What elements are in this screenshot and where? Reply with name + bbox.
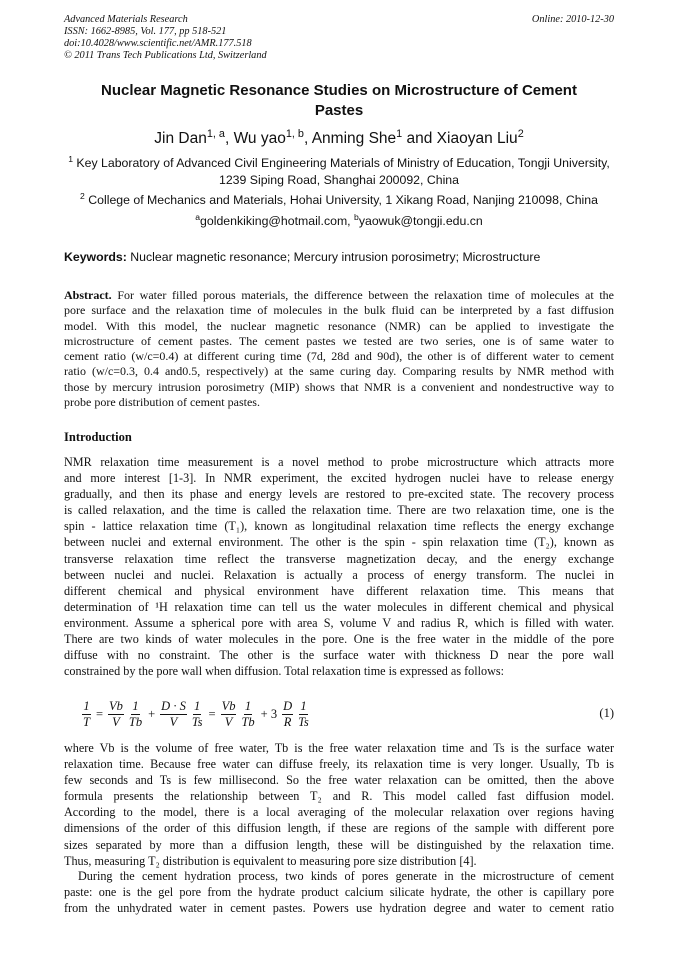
keywords-text: Nuclear magnetic resonance; Mercury intrusion porosimetry; Microstructure xyxy=(126,250,541,264)
online-date: Online: 2010-12-30 xyxy=(531,14,614,25)
journal-header xyxy=(64,14,267,62)
intro-paragraph-2 xyxy=(64,740,614,869)
author-sup: 1 xyxy=(396,127,403,140)
keywords-label: Keywords: xyxy=(64,250,127,264)
paragraph-line: paste: one is the gel pore from the hydrate product calcium silicate hydrate, the other is capillary pore xyxy=(64,885,614,900)
paragraph-line: between nuclei and nuclei. Relaxation is actually a process of energy transform. The nuclei in xyxy=(64,567,614,582)
paragraph-line: Thus, measuring T₂ distribution is equivalent to measuring pore size distribution [4]. xyxy=(64,853,477,868)
email-sup: b xyxy=(354,211,359,222)
affiliation-sup: 1 xyxy=(68,153,73,164)
eq-term: R xyxy=(283,714,292,729)
eq-term: D · S xyxy=(161,698,186,713)
eq-operator: = xyxy=(208,706,216,721)
paragraph-line: constrained by the pore wall when diffusion. Total relaxation time is expressed as follows: xyxy=(64,664,505,679)
abstract-line: cement ratio (w/c=0.4) at different curing time (7d, 28d and 90d), the other is of different water to cement xyxy=(64,349,614,363)
doi: doi:10.4028/www.scientific.net/AMR.177.518 xyxy=(64,38,252,49)
keywords xyxy=(64,250,540,264)
author-name: Jin Dan xyxy=(154,130,207,147)
author-sup: 1, b xyxy=(285,127,304,140)
eq-term: Tb xyxy=(241,714,255,729)
equation-number: (1) xyxy=(599,706,614,720)
affiliation-text: College of Mechanics and Materials, Hohai University, 1 Xikang Road, Nanjing 210098, China xyxy=(84,193,598,207)
eq-operator: = xyxy=(95,706,104,721)
paragraph-line: formula presents the relationship between T₂ and R. This model called fast diffusion model. xyxy=(64,789,614,804)
author-sep: and xyxy=(402,130,437,147)
paragraph-line: diffuse with no constraint. The other is the surface water with thickness D near the pore wall xyxy=(64,648,614,663)
paragraph-line: relaxation time. Because free water can diffuse freely, its relaxation time is very longer. Usually, Tb is xyxy=(64,757,614,772)
paragraph-line: dimensions of the order of this diffusion length, if these are regions of the sample with different pore xyxy=(64,821,614,836)
abstract-label: Abstract. xyxy=(64,288,112,302)
title-line-2: Pastes xyxy=(314,102,364,119)
title-line-1: Nuclear Magnetic Resonance Studies on Microstructure of Cement xyxy=(101,82,577,99)
paragraph-line: During the cement hydration process, two kinds of pores generate in the microstructure of cement xyxy=(78,869,614,883)
eq-term: 1 xyxy=(132,698,139,713)
author-sep: , xyxy=(303,130,312,147)
intro-paragraph-1 xyxy=(64,454,614,679)
eq-term: V xyxy=(224,714,233,729)
paragraph-line: There are two kinds of water molecules in the pore. One is the free water in the middle of the pore xyxy=(64,632,614,647)
affiliation-text: Key Laboratory of Advanced Civil Engineering Materials of Ministry of Education, Tongji University, xyxy=(73,156,610,170)
email-a[interactable]: goldenkiking@hotmail.com, xyxy=(200,214,355,228)
eq-term: Ts xyxy=(191,714,203,729)
eq-term: D xyxy=(283,698,293,713)
affiliation-text: 1239 Siping Road, Shanghai 200092, China xyxy=(219,173,459,187)
paragraph-line: sizes separated by more than a diffusion length, these will be distinguished by the relaxation time. xyxy=(64,837,614,852)
eq-term: Ts xyxy=(298,714,309,729)
paragraph-line: According to the model, there is a local averaging of the molecular relaxation over regions having xyxy=(64,805,614,820)
journal-name: Advanced Materials Research xyxy=(64,14,188,25)
paragraph-line: spin - lattice relaxation time (T₁), known as longitudinal relaxation time reflects the energy exchange xyxy=(64,519,614,534)
paragraph-line: between nuclei and external environment. The other is the spin - spin relaxation time (T₂), known as xyxy=(64,535,614,550)
paragraph-line: gradually, and then its phase and energy levels are restored to pre-excited state. The recovery process xyxy=(64,487,614,502)
eq-term: 1 xyxy=(194,698,201,713)
author-sep: , xyxy=(224,130,234,147)
paragraph-line: NMR relaxation time measurement is a novel method to probe microstructure which attracts more xyxy=(64,455,614,469)
eq-operator: + 3 xyxy=(260,706,278,721)
eq-term: 1 xyxy=(300,698,307,713)
affiliation-1 xyxy=(50,155,628,189)
abstract-line: ratio (w/c=0.3, 0.4 and0.5, respectively) at the same curing day. Comparing results by NMR method with xyxy=(64,364,614,379)
author-sup: 1, a xyxy=(206,127,225,140)
abstract-line: pore surface and the relaxation time of molecules in the bulk fluid can be interpreted by a fast diffusion xyxy=(64,303,614,318)
eq-term: Vb xyxy=(109,698,123,713)
equation-1 xyxy=(80,696,614,732)
paragraph-line: where Vb is the volume of free water, Tb is the free water relaxation time and Ts is the surface water xyxy=(64,741,614,755)
email-b[interactable]: yaowuk@tongji.edu.cn xyxy=(358,214,483,228)
affiliation-2 xyxy=(50,192,628,209)
paragraph-line: few seconds and Ts is few millisecond. So the free water relaxation can be omitted, then the above xyxy=(64,773,614,788)
paragraph-line: is called relaxation, and the time is called the relaxation time. There are two relaxation time, one is the xyxy=(64,503,614,518)
section-heading-introduction: Introduction xyxy=(64,430,132,444)
author-name: Wu yao xyxy=(233,130,286,147)
intro-paragraph-3 xyxy=(64,868,614,916)
paragraph-line: transverse relaxation time reflect the transverse magnetization decay, and the energy exchange xyxy=(64,551,614,566)
abstract-line: probe pore distribution of cement pastes. xyxy=(64,394,260,409)
issn: ISSN: 1662-8985, Vol. 177, pp 518-521 xyxy=(64,26,227,37)
paragraph-line: environment. Assume a spherical pore with area S, volume V and radius R, which is filled with water. xyxy=(64,615,614,630)
eq-term: Vb xyxy=(221,698,236,713)
eq-term: V xyxy=(169,714,178,729)
author-emails xyxy=(50,213,628,230)
affiliation-sup: 2 xyxy=(80,190,85,201)
author-sup: 2 xyxy=(517,127,524,140)
paragraph-line: determination of ¹H relaxation time can tell us the water molecules in different chemical and physical xyxy=(64,599,614,614)
eq-term: V xyxy=(112,714,120,729)
eq-term: 1 xyxy=(83,698,90,713)
author-list xyxy=(64,127,614,148)
abstract-line: For water filled porous materials, the difference between the relaxation time of molecules at the xyxy=(111,288,614,302)
eq-term: T xyxy=(83,714,90,729)
eq-operator: + xyxy=(148,706,156,721)
author-name: Anming She xyxy=(311,130,397,147)
email-sup: a xyxy=(195,211,201,222)
abstract-line: microstructure of cement pastes. The cement pastes we tested are two series, one is of same water to xyxy=(64,333,614,348)
paper-title xyxy=(64,81,614,121)
abstract xyxy=(64,288,614,410)
copyright: © 2011 Trans Tech Publications Ltd, Switzerland xyxy=(64,50,267,61)
abstract-line: those by mercury intrusion porosimetry (MIP) shows that NMR is a convenient and nondestructive way to xyxy=(64,379,614,394)
abstract-line: model. With this model, the nuclear magnetic resonance (NMR) can be applied to investigate the xyxy=(64,318,614,333)
paragraph-line: from the unhydrated water in cement pastes. Powers use hydration degree and water to cement ratio xyxy=(64,901,614,916)
eq-term: 1 xyxy=(244,698,252,713)
paragraph-line: and more interest [1-3]. In NMR experiment, the excited hydrogen nuclei have to release energy xyxy=(64,471,614,486)
eq-term: Tb xyxy=(128,714,143,729)
author-name: Xiaoyan Liu xyxy=(436,130,518,147)
paragraph-line: different chemical and physical environment have different relaxation time. This means that xyxy=(64,583,614,598)
